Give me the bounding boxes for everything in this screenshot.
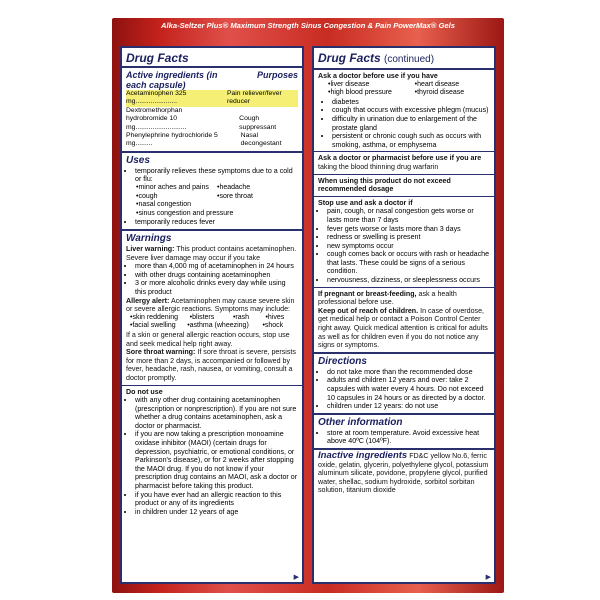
allergy-after-text: If a skin or general allergic reaction occurs, stop use and seek medical help right away. — [126, 330, 290, 348]
liver-warning-label: Liver warning: — [126, 245, 175, 253]
continue-arrow-icon: ▶ — [485, 574, 491, 581]
directions-item: • children under 12 years: do not use — [327, 402, 490, 411]
do-not-use-heading: Do not use — [126, 387, 163, 396]
when-using-section — [314, 175, 494, 197]
ingredient-row: Dextromethorphan — [126, 106, 183, 114]
liver-warning-text: This product contains acetaminophen. Severe liver damage may occur if you take — [126, 245, 297, 262]
other-information-item: • store at room temperature. Avoid excessive heat above 40ºC (104ºF). — [327, 429, 490, 446]
inactive-ingredients-text: FD&C yellow No.6, ferric oxide, gelatin, glycerin, polyethylene glycol, potassium aluminum silicate, povidone, propylene glycol, purified water, shellac, sodium hydroxide, sorbitol sorbitan solution, titanium dioxide — [318, 451, 489, 495]
uses-heading: Uses — [126, 154, 150, 166]
continue-arrow-icon: ▶ — [293, 574, 299, 581]
drug-facts-panel — [120, 46, 304, 584]
sore-throat-text: If sore throat is severe, persists for more than 2 days, is accompanied or followed by fever, headache, rash, nausea, or vomiting, consult a doctor promptly. — [126, 348, 296, 382]
do-not-use-item: • if you have ever had an allergic reaction to this product or any of its ingredients — [135, 491, 298, 508]
ask-doctor-item: • persistent or chronic cough such as occurs with smoking, asthma, or emphysema — [332, 132, 490, 149]
stop-use-item: • cough comes back or occurs with rash or headache that lasts. These could be signs of a serious condition. — [327, 250, 490, 276]
pregnancy-text: ask a health professional before use. — [318, 289, 457, 307]
sore-throat-label: Sore throat warning: — [126, 348, 196, 357]
ask-doctor-conditions: • liver disease • heart disease • high blood pressure • thyroid disease — [318, 81, 490, 98]
ask-pharmacist-heading: Ask a doctor or pharmacist before use if you are — [318, 154, 482, 163]
drug-facts-continued-panel — [312, 46, 496, 584]
uses-symptoms: • minor aches and pains • headache • cough • sore throat • nasal congestion — [126, 184, 298, 210]
allergy-alert-label: Allergy alert: — [126, 296, 170, 305]
allergy-alert-text: Acetaminophen may cause severe skin or severe allergic reactions. Symptoms may include: — [126, 296, 295, 314]
allergy-symptoms: • skin reddening • blisters • rash • hives — [126, 314, 298, 323]
inactive-ingredients-heading: Inactive ingredients — [318, 449, 408, 461]
purposes-heading: Purposes — [256, 70, 298, 80]
ask-doctor-item: • cough that occurs with excessive phlegm (mucus) — [332, 106, 490, 115]
ingredient-row: hydrobromide 10 mg........................... Cough suppressant — [126, 115, 277, 131]
uses-section — [122, 153, 302, 231]
ask-pharmacist-section — [314, 152, 494, 174]
stop-use-heading: Stop use and ask a doctor if — [318, 198, 413, 207]
ask-pharmacist-text: taking the blood thinning drug warfarin — [318, 162, 439, 171]
liver-item: • with other drugs containing acetaminophen — [135, 271, 298, 280]
reach-label: Keep out of reach of children. — [318, 306, 419, 315]
ingredient-row: Phenylephrine hydrochloride 5 mg......... Nasal decongestant — [126, 132, 282, 148]
directions-item: • adults and children 12 years and over: take 2 capsules with water every 4 hours. Do not exceed 10 capsules in 24 hours or as directed by a doctor. — [327, 376, 490, 402]
active-ingredients-section — [122, 68, 302, 153]
stop-use-item: • pain, cough, or nasal congestion gets worse or lasts more than 7 days — [327, 207, 490, 224]
drug-facts-continued-header: Drug Facts (continued) — [314, 48, 494, 70]
stop-use-item: • new symptoms occur — [327, 242, 490, 251]
liver-item: • 3 or more alcoholic drinks every day while using this product — [135, 279, 298, 296]
do-not-use-item: • if you are now taking a prescription monoamine oxidase inhibitor (MAOI) (certain drugs for depression, psychiatric, or emotional conditions, or Parkinson's disease), or for 2 weeks after stopping the MAOI drug. If you do not know if your prescription drug contains an MAOI, ask a doctor or pharmacist before taking this product. — [135, 430, 298, 490]
when-using-heading: When using this product do not exceed recommended dosage — [318, 176, 451, 194]
pregnancy-reach-section — [314, 288, 494, 354]
warnings-section: Warnings Liver warning: This product contains acetaminophen. Severe liver damage may occur if you take • more than 4,000 mg of acetaminophen in 24 hours • with other drugs containing acetaminophen • 3 or more alcoholic drinks every day while using this product Allergy alert: Acetaminophen may cause severe skin or severe allergic reactions. Symptoms may include: • skin reddening • blisters • rash • hives • facial swelling • asthma (wheezing) • shock If a skin or general allergic reaction occurs, stop use and seek medical help right away. Sore throat warning: If sore throat is severe, persists for more than 2 days, is accompanied or followed by fever, headache, rash, nausea, or vomiting, consult a doctor promptly. — [122, 231, 302, 386]
ask-doctor-item: • diabetes — [332, 98, 490, 107]
warnings-heading: Warnings — [126, 233, 172, 244]
directions-heading: Directions — [318, 355, 367, 367]
other-information-section — [314, 415, 494, 450]
ask-doctor-section — [314, 70, 494, 152]
ingredient-row: Acetaminophen 325 mg...................... Pain reliever/fever reducer — [126, 90, 298, 107]
stop-use-item: • fever gets worse or lasts more than 3 days — [327, 225, 490, 234]
uses-fever: • temporarily reduces fever — [135, 218, 298, 227]
product-package — [112, 18, 504, 593]
uses-sinus: • sinus congestion and pressure — [136, 210, 298, 219]
stop-use-section — [314, 197, 494, 288]
uses-intro: • temporarily relieves these symptoms due to a cold or flu: — [135, 167, 298, 184]
ask-doctor-item: • difficulty in urination due to enlargement of the prostate gland — [332, 115, 490, 132]
stop-use-item: • redness or swelling is present — [327, 233, 490, 242]
drug-facts-header: Drug Facts — [122, 48, 302, 68]
inactive-ingredients-section — [314, 450, 494, 497]
do-not-use-item: • in children under 12 years of age — [135, 508, 298, 517]
reach-text: In case of overdose, get medical help or contact a Poison Control Center right away. Quick medical attention is critical for adults as well as for children even if you do not notice any signs or symptoms. — [318, 306, 488, 350]
active-ingredients-heading: Active ingredients (in each capsule) — [126, 70, 218, 90]
directions-section — [314, 354, 494, 415]
do-not-use-item: • with any other drug containing acetaminophen (prescription or nonprescription). If you are not sure whether a drug contains acetaminophen, ask a doctor or pharmacist. — [135, 396, 298, 430]
directions-item: • do not take more than the recommended dose — [327, 368, 490, 377]
ask-doctor-heading: Ask a doctor before use if you have — [318, 72, 438, 80]
do-not-use-section — [122, 386, 302, 519]
other-information-heading: Other information — [318, 416, 403, 428]
pregnancy-label: If pregnant or breast-feeding, — [318, 289, 417, 298]
liver-item: • more than 4,000 mg of acetaminophen in 24 hours — [135, 262, 298, 271]
product-title: Alka-Seltzer Plus® Maximum Strength Sinus Congestion & Pain PowerMax® Gels — [161, 21, 455, 30]
stop-use-item: • nervousness, dizziness, or sleeplessness occurs — [327, 276, 490, 285]
